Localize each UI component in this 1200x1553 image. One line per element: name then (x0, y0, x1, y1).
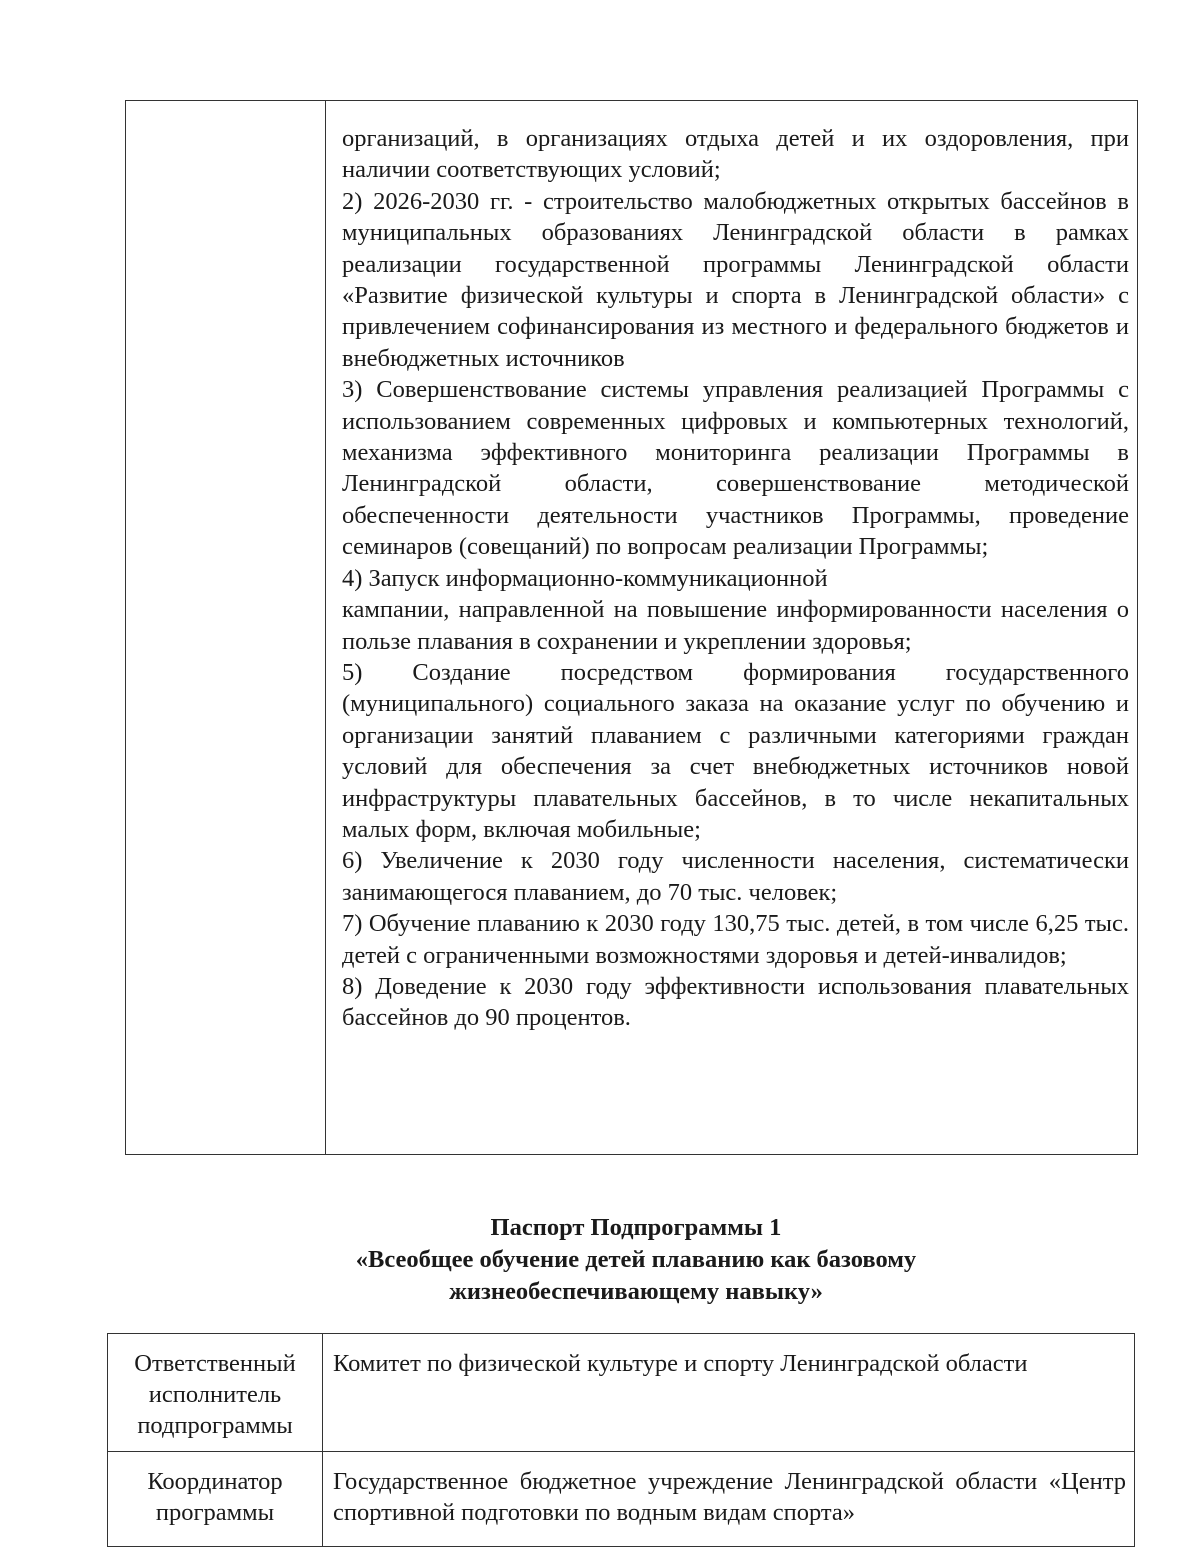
passport-table (107, 1333, 1135, 1547)
row-value-coordinator: Государственное бюджетное учреждение Ленинградской области «Центр спортивной подготовки по водным видам спорта» (323, 1452, 1135, 1547)
row-label-coordinator: Координатор программы (108, 1452, 323, 1547)
row-value-responsible: Комитет по физической культуре и спорту Ленинградской области (323, 1334, 1135, 1452)
table-row (108, 1452, 1135, 1547)
paragraph-continuation: организаций, в организациях отдыха детей и их оздоровления, при наличии соответствующих условий; (342, 125, 1129, 184)
paragraph-item-5: 5) Создание посредством формирования государственного (муниципального) социального заказа на оказание услуг по обучению и организации занятий плаванием с различными категориями граждан условий для обеспечения за счет внебюджетных источников новой инфраструктуры плавательных бассейнов, в то числе некапитальных малых форм, включая мобильные; (342, 658, 1129, 843)
paragraph-item-3: 3) Совершенствование системы управления реализацией Программы с использованием современных цифровых и компьютерных технологий, механизма эффективного мониторинга реализации Программы в Ленинградской области, совершенствование методической обеспеченности деятельности участников Программы, проведение семинаров (совещаний) по вопросам реализации Программы; (342, 376, 1129, 561)
row-label-responsible: Ответственный исполнитель подпрограммы (108, 1334, 323, 1452)
paragraph-item-2: 2) 2026-2030 гг. - строительство малобюджетных открытых бассейнов в муниципальных образованиях Ленинградской области в рамках реализации государственной программы Ленинградской области «Развитие физической культуры и спорта в Ленинградской области» с привлечением софинансирования из местного и федерального бюджетов и внебюджетных источников (342, 187, 1129, 372)
paragraph-item-6: 6) Увеличение к 2030 году численности населения, систематически занимающегося плаванием, до 70 тыс. человек; (342, 847, 1129, 906)
paragraph-item-7: 7) Обучение плаванию к 2030 году 130,75 тыс. детей, в том числе 6,25 тыс. детей с ограниченными возможностями здоровья и детей-инвалидов; (342, 910, 1129, 969)
table-row (108, 1334, 1135, 1452)
passport-heading (0, 1212, 1200, 1308)
passport-subtitle-line2: жизнеобеспечивающему навыку» (449, 1278, 823, 1305)
table-right-cell (326, 101, 1137, 1154)
table-left-cell (126, 101, 326, 1154)
previous-table-fragment (125, 100, 1138, 1155)
passport-title: Паспорт Подпрограммы 1 (490, 1214, 782, 1241)
paragraph-item-4-continued: кампании, направленной на повышение информированности населения о пользе плавания в сохранении и укреплении здоровья; (342, 596, 1129, 655)
passport-subtitle-line1: «Всеобщее обучение детей плаванию как базовому (355, 1246, 917, 1273)
paragraph-item-4: 4) Запуск информационно-коммуникационной (342, 564, 828, 592)
paragraph-item-8: 8) Доведение к 2030 году эффективности использования плавательных бассейнов до 90 процентов. (342, 972, 1129, 1032)
